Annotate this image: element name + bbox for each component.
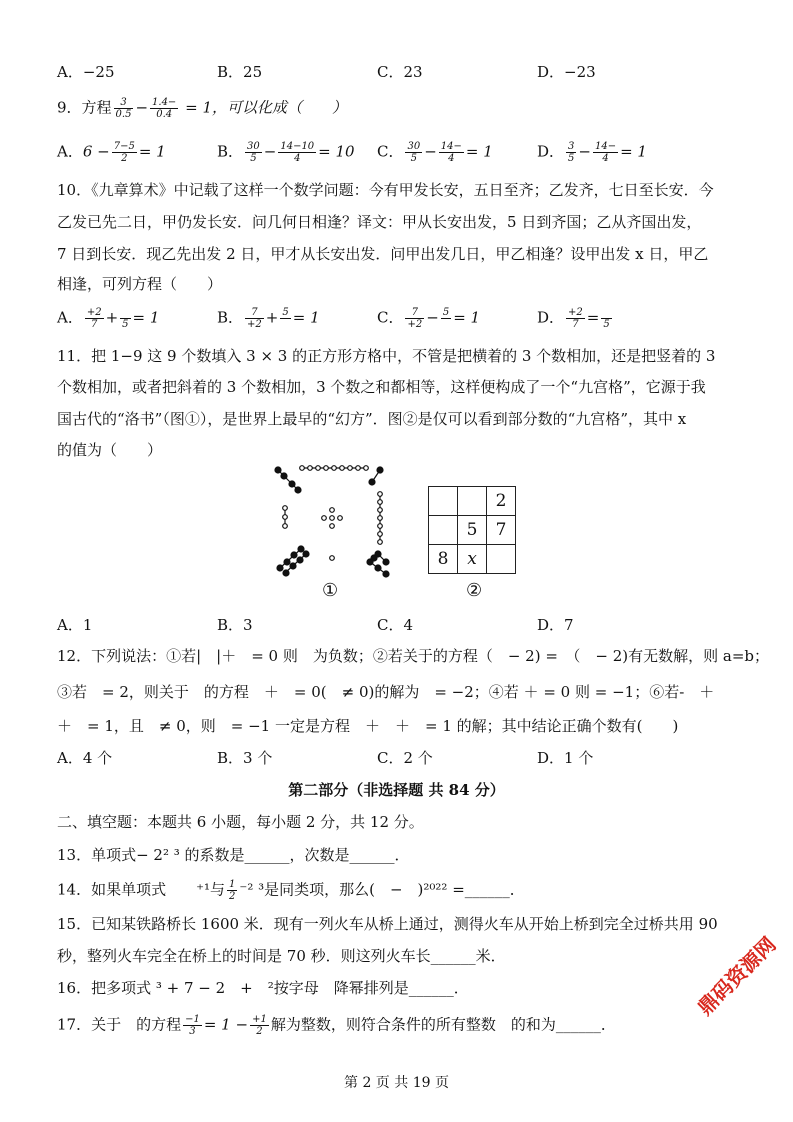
q8-option-b: B．25	[217, 63, 263, 81]
grid-cell	[429, 516, 458, 545]
q12-option-d: D．1 个	[537, 749, 594, 767]
page-footer: 第 2 页 共 19 页	[344, 1075, 449, 1091]
q15-line-2: 秒，整列火车完全在桥上的时间是 70 秒．则这列火车长______米．	[57, 947, 506, 965]
q12-line-1: 12．下列说法：①若| |＋ = 0 则 为负数；②若关于的方程（ − 2) = （ − 2)有无数解，则 a=b；	[57, 647, 770, 665]
q12-line-2: ③若 = 2，则关于 的方程 ＋ = 0( ≠ 0)的解为 = −2；④若 ＋ = 0 则 = −1；⑥若- ＋	[57, 683, 715, 701]
grid-cell: 5	[458, 516, 487, 545]
q10-line-2: 乙发已先二日，甲仍发长安．问几何日相逢？译文：甲从长安出发，5 日到齐国；乙从齐国出发，	[57, 213, 702, 231]
q10-option-a: A． $\frac{+2}{7}$ + 5 = 1	[57, 307, 160, 330]
fig1-caption: ①	[322, 580, 339, 601]
grid-cell: 2	[487, 487, 516, 516]
q14: 14．如果单项式 ⁺¹与 $\frac{1}{2}$ ⁻² ³是同类项，那么( − )²⁰²² =______．	[57, 879, 525, 902]
q11-line-4: 的值为（ ）	[57, 441, 163, 459]
q9-frac-1: $\frac{3}{0.5}$	[115, 97, 132, 120]
q11-line-1: 11．把 1−9 这 9 个数填入 3 × 3 的正方形方格中，不管是把横着的 3 个数相加，还是把竖着的 3	[57, 347, 716, 365]
grid-cell: 7	[487, 516, 516, 545]
q9-option-c: C． $\frac{30}{5}$ − $\frac{14-}{4}$ = 1	[377, 141, 493, 164]
q9-stem: 9．方程 $\frac{3}{0.5}$ − $\frac{1.4-}{0.4}$ = 1，可以化成（ ）	[57, 97, 347, 120]
q10-option-b: B． $\frac{7}{+2}$ + 5 = 1	[217, 307, 320, 330]
q8-option-c: C．23	[377, 63, 423, 81]
q10-option-c: C． $\frac{7}{+2}$ − 5 = 1	[377, 307, 481, 330]
q11-line-2: 个数相加，或者把斜着的 3 个数相加，3 个数之和都相等，这样便构成了一个“九宫格”，它源于我	[57, 378, 706, 396]
q11-line-3: 国古代的“洛书”（图①），是世界上最早的“幻方”．图②是仅可以看到部分数的“九宫格”，其中 x	[57, 410, 687, 428]
q9-option-a: A．6 − $\frac{7-5}{2}$ = 1	[57, 141, 166, 164]
q9-frac-2: $\frac{1.4-}{0.4}$	[152, 97, 177, 120]
grid-cell	[487, 545, 516, 574]
q10-option-d: D． $\frac{+2}{7}$ = 5	[537, 307, 610, 330]
grid-cell: 8	[429, 545, 458, 574]
q8-option-a: A．−25	[57, 63, 115, 81]
q12-line-3: ＋ = 1，且 ≠ 0，则 = −1 一定是方程 ＋ ＋ = 1 的解；其中结论正确个数有( )	[57, 717, 679, 735]
fill-blank-intro: 二、填空题：本题共 6 小题，每小题 2 分，共 12 分。	[57, 813, 424, 831]
fig2-caption: ②	[466, 580, 483, 601]
q10-line-4: 相逢，可列方程（ ）	[57, 275, 223, 293]
q9-option-d: D． $\frac{3}{5}$ − $\frac{14-}{4}$ = 1	[537, 141, 647, 164]
nine-grid	[428, 486, 516, 574]
q8-option-d: D．−23	[537, 63, 596, 81]
q12-option-b: B．3 个	[217, 749, 273, 767]
q12-option-c: C．2 个	[377, 749, 433, 767]
q17: 17．关于 的方程 $\frac{-1}{3}$ = 1 − $\frac{+1}{2}$ 解为整数，则符合条件的所有整数 的和为______．	[57, 1014, 616, 1037]
luoshu-figure	[270, 462, 400, 582]
grid-cell	[458, 487, 487, 516]
q15-line-1: 15．已知某铁路桥长 1600 米．现有一列火车从桥上通过，测得火车从开始上桥到完全过桥共用 90	[57, 915, 718, 933]
q9-option-b: B． $\frac{30}{5}$ − $\frac{14-10}{4}$ = 10	[217, 141, 355, 164]
q12-option-a: A．4 个	[57, 749, 113, 767]
watermark-logo: 鼎码资源网	[692, 932, 781, 1020]
q13: 13．单项式− 2² ³ 的系数是______，次数是______．	[57, 846, 410, 864]
q16: 16．把多项式 ³ + 7 − 2 + ²按字母 降幂排列是______．	[57, 979, 469, 997]
grid-cell	[429, 487, 458, 516]
q11-option-a: A．1	[57, 616, 93, 634]
q10-line-1: 10．《九章算术》中记载了这样一个数学问题：今有甲发长安，五日至齐；乙发齐，七日至长安．今	[57, 181, 714, 199]
q11-option-b: B．3	[217, 616, 253, 634]
q11-option-c: C．4	[377, 616, 414, 634]
q10-line-3: 7 日到长安．现乙先出发 2 日，甲才从长安出发．问甲出发几日，甲乙相逢？设甲出发 x 日，甲乙	[57, 245, 709, 263]
q11-option-d: D．7	[537, 616, 574, 634]
section-2-heading: 第二部分（非选择题 共 84 分）	[288, 781, 505, 799]
grid-cell: x	[458, 545, 487, 574]
